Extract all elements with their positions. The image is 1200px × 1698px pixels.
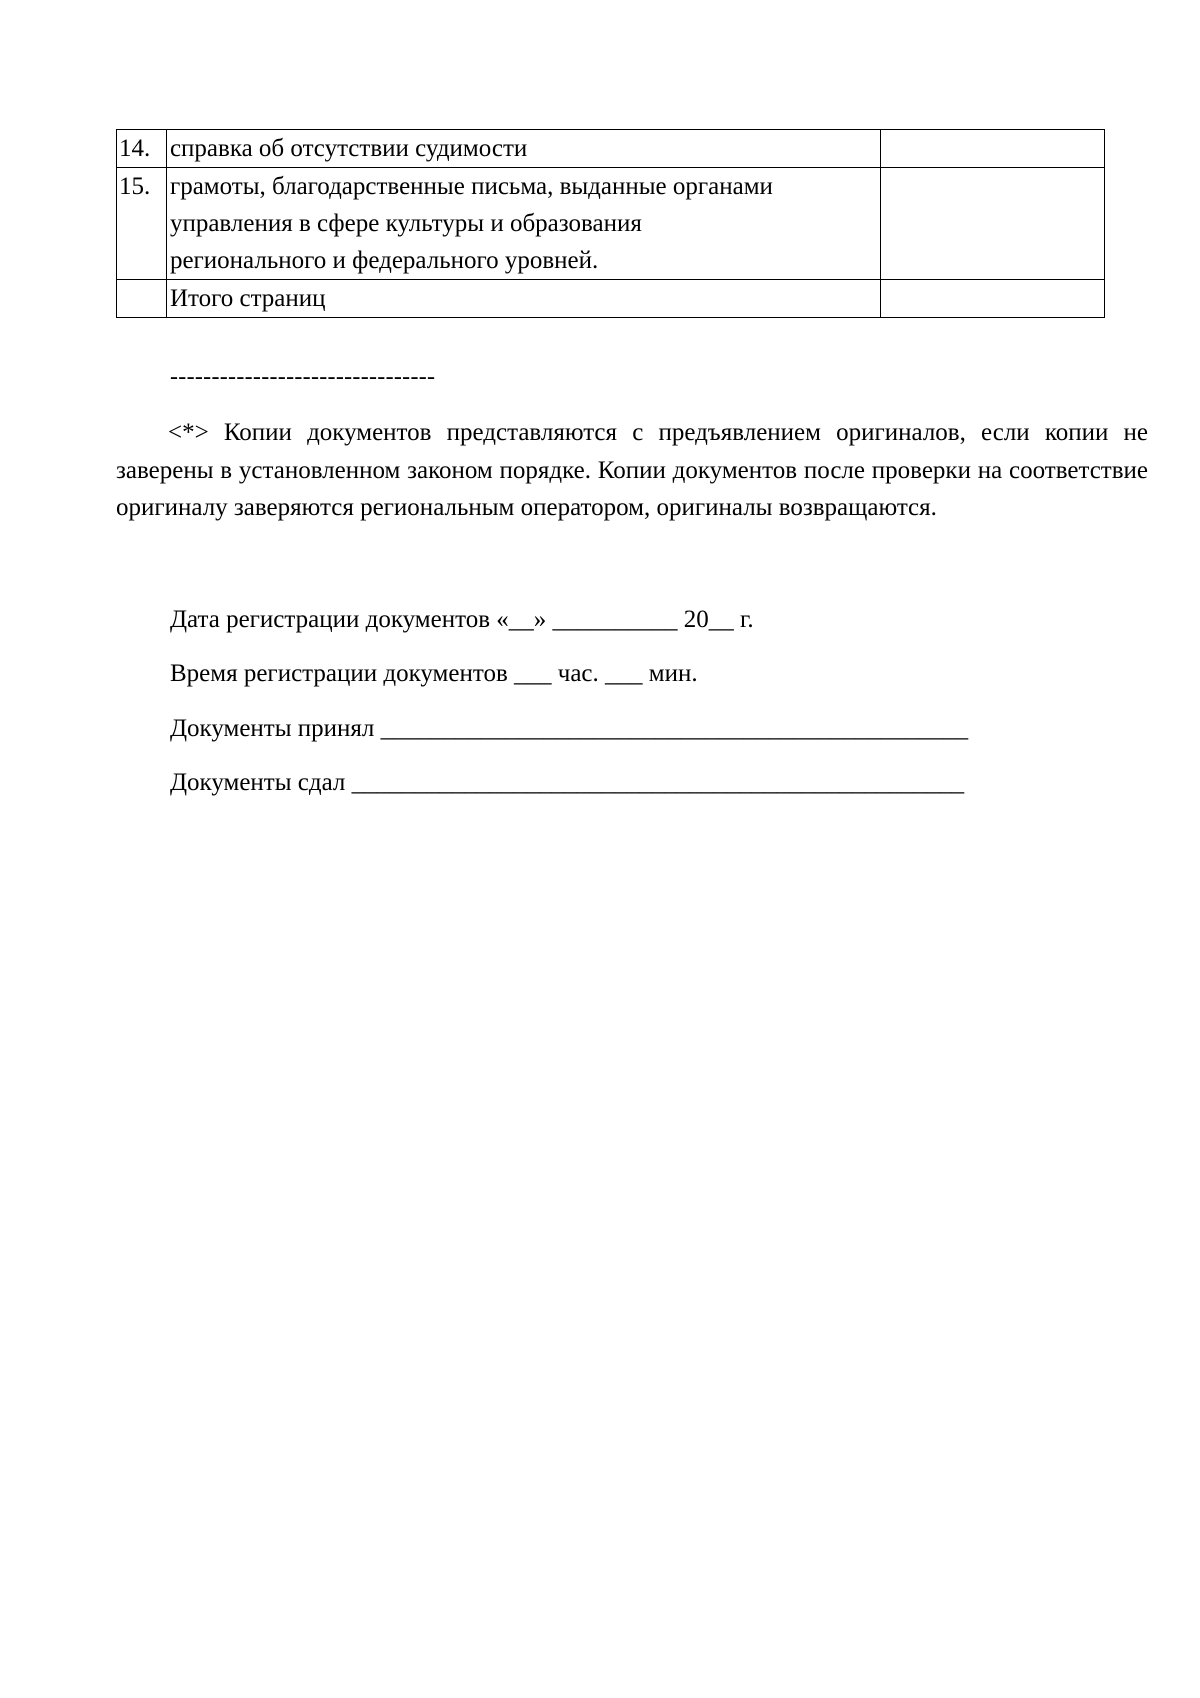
documents-table [116,129,1105,318]
registration-time-line: Время регистрации документов ___ час. ___ мин. [170,660,698,687]
table-row-total [117,280,1105,318]
footnote-text: <*> Копии документов представляются с предъявлением оригиналов, если копии не заверены в установленном законом порядке. Копии документов после проверки на соответствие оригиналу заверяются региональным оператором, оригиналы возвращаются. [116,419,1148,521]
row-description-line: управления в сфере культуры и образования [169,210,642,237]
row-description-line: регионального и федерального уровней. [169,247,599,274]
documents-accepted-line: Документы принял _______________________________________________ [170,715,969,742]
table-row [117,168,1105,280]
row-description [166,168,880,280]
row-number [117,280,167,318]
row-description: Итого страниц [166,280,880,318]
row-description-line: грамоты, благодарственные письма, выданные органами [169,173,773,200]
registration-date-line: Дата регистрации документов «__» __________ 20__ г. [170,606,754,633]
documents-handed-line: Документы сдал _________________________________________________ [170,769,965,796]
row-pages [880,168,1104,280]
row-pages [880,280,1104,318]
row-pages [880,130,1104,168]
row-description: справка об отсутствии судимости [166,130,880,168]
footnote-separator: -------------------------------- [170,364,436,390]
table-row [117,130,1105,168]
row-number: 15. [117,168,167,280]
row-number: 14. [117,130,167,168]
